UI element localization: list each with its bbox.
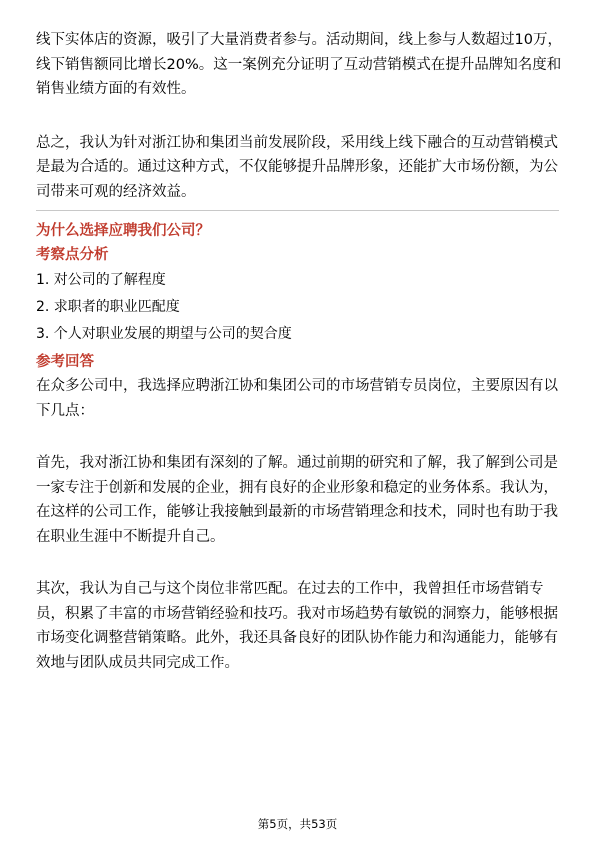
- paragraph-line: 市场变化调整营销策略。此外，我还具备良好的团队协作能力和沟通能力，能够有: [36, 630, 558, 646]
- intro-paragraph: [36, 28, 562, 102]
- paragraph-line: 是最为合适的。通过这种方式，不仅能够提升品牌形象，还能扩大市场份额，为公: [36, 159, 558, 175]
- analysis-item: 1. 对公司的了解程度: [36, 272, 166, 288]
- paragraph-line: 其次，我认为自己与这个岗位非常匹配。在过去的工作中，我曾担任市场营销专: [36, 581, 544, 597]
- paragraph-line: 员，积累了丰富的市场营销经验和技巧。我对市场趋势有敏锐的洞察力，能够根据: [36, 605, 558, 622]
- paragraph-line: 下几点：: [36, 402, 94, 419]
- paragraph-line: 在这样的公司工作，能够让我接触到最新的市场营销理念和技术，同时也有助于我: [36, 504, 558, 520]
- paragraph-line: 线下实体店的资源，吸引了大量消费者参与。活动期间，线上参与人数超过10万，: [36, 32, 562, 48]
- question-heading: 为什么选择应聘我们公司？: [36, 223, 210, 239]
- paragraph-line: 线下销售额同比增长20%。这一案例充分证明了互动营销模式在提升品牌知名度和: [36, 56, 562, 73]
- paragraph-line: 首先，我对浙江协和集团有深刻的了解。通过前期的研究和了解，我了解到公司是: [36, 455, 558, 471]
- section-divider: [36, 210, 559, 211]
- analysis-item: 2. 求职者的职业匹配度: [36, 299, 180, 315]
- paragraph-line: 总之，我认为针对浙江协和集团当前发展阶段，采用线上线下融合的互动营销模式: [36, 134, 558, 151]
- answer-first-paragraph: [36, 451, 559, 549]
- paragraph-line: 一家专注于创新和发展的企业，拥有良好的企业形象和稳定的业务体系。我认为，: [36, 479, 558, 496]
- conclusion-paragraph: [36, 131, 559, 205]
- paragraph-line: 在众多公司中，我选择应聘浙江协和集团公司的市场营销专员岗位，主要原因有以: [36, 378, 558, 394]
- spacer: [36, 102, 559, 131]
- document-page: [36, 28, 562, 675]
- analysis-heading: 考察点分析: [36, 247, 109, 263]
- spacer: [36, 423, 559, 451]
- paragraph-line: 司带来可观的经济效益。: [36, 183, 196, 200]
- paragraph-line: 在职业生涯中不断提升自己。: [36, 528, 225, 545]
- page-number: 第5页，共53页: [257, 817, 338, 831]
- answer-second-paragraph: [36, 577, 559, 675]
- analysis-item: 3. 个人对职业发展的期望与公司的契合度: [36, 326, 292, 342]
- paragraph-line: 效地与团队成员共同完成工作。: [36, 654, 239, 671]
- spacer: [36, 549, 559, 577]
- paragraph-line: 销售业绩方面的有效性。: [36, 81, 196, 97]
- answer-heading: 参考回答: [36, 354, 94, 370]
- answer-opening-paragraph: [36, 374, 559, 423]
